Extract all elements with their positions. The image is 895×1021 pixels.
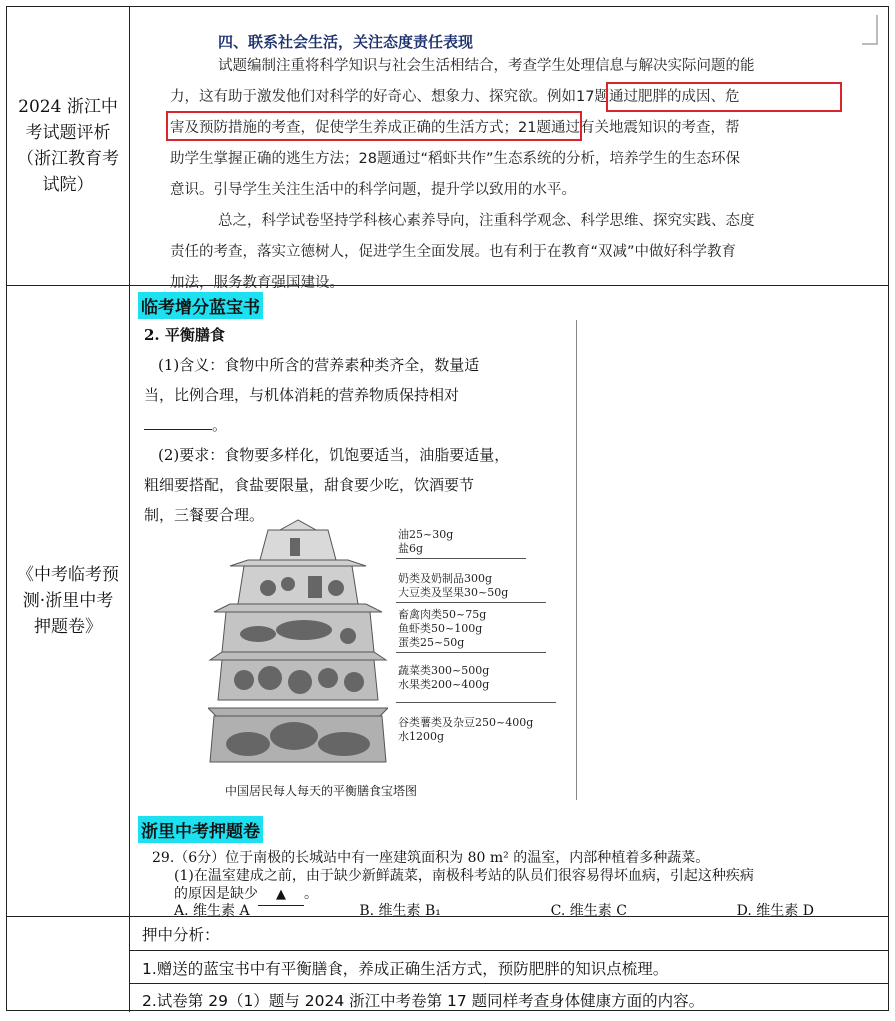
row1-content [130,7,888,291]
row3-label-empty [7,917,130,1012]
para-line-3: 害及预防措施的考查，促使学生养成正确的生活方式；21题通过有关地震知识的考查，帮 [170,120,740,136]
pyramid-divider-2 [396,602,546,603]
para-line-7: 责任的考查，落实立德树人，促进学生全面发展。也有利于在教育“双减”中做好科学教育 [170,244,737,260]
row1-label: 2024 浙江中考试题评析（浙江教育考试院） [7,7,130,285]
analysis-heading: 押中分析： [142,926,220,944]
para-line-6: 总之，科学试卷坚持学科核心素养导向，注重科学观念、科学思维、探究实践、态度 [218,213,755,229]
pyramid-divider-4 [396,702,556,703]
book-line-2: 当，比例合理，与机体消耗的营养物质保持相对 [144,386,460,404]
option-d: D. 维生素 D [736,903,814,919]
para-line-2: 力，这有助于激发他们对科学的好奇心、想象力、探究欲。例如17题通过肥胖的成因、危 [170,89,740,105]
meat-text: 畜禽肉类50~75g [398,608,487,621]
pyramid-label-oil [398,528,453,556]
pyramid-label-veg [398,664,489,692]
analysis-item-2: 2.试卷第 29（1）题与 2024 浙江中考卷第 17 题同样考查身体健康方面的内容。 [142,992,705,1010]
pyramid-divider-3 [396,652,546,653]
dairy-text: 奶类及奶制品300g [398,572,493,585]
pyramid-label-grain [398,716,533,744]
row-exam-analysis [7,7,888,291]
section-title: 四、联系社会生活，关注态度责任表现 [218,33,474,51]
question-answer-blank: ▲ [258,885,304,906]
book-tag: 临考增分蓝宝书 [138,292,263,319]
vegetable-text: 蔬菜类300~500g [398,664,490,677]
pyramid-divider-1 [396,558,526,559]
salt-text: 盐6g [398,542,424,555]
option-c: C. 维生素 C [550,903,627,919]
book-line-1: (1)含义：食物中所含的营养素种类齐全，数量适 [158,356,480,374]
row2-label: 《中考临考预测·浙里中考押题卷》 [7,286,130,916]
row-analysis [7,917,888,1012]
oil-text: 油25~30g [398,528,454,541]
question-line-2: (1)在温室建成之前，由于缺少新鲜蔬菜，南极科考站的队员们很容易得坏血病，引起这种疾病 [174,868,754,884]
soy-nuts-text: 大豆类及坚果30~50g [398,586,509,599]
grain-text: 谷类薯类及杂豆250~400g [398,716,534,729]
row-prediction [7,286,888,917]
pyramid-label-dairy [398,572,508,600]
answer-blank [144,413,212,430]
analysis-item-1: 1.赠送的蓝宝书中有平衡膳食，养成正确生活方式，预防肥胖的知识点梳理。 [142,960,669,978]
para-line-8: 加法，服务教育强国建设。 [170,275,344,291]
highlight-box-bottom [166,111,582,141]
corner-mark [862,15,878,45]
question-stem: 29.（6分）位于南极的长城站中有一座建筑面积为 80 m² 的温室，内部种植着多种蔬菜。 [152,850,710,866]
water-text: 水1200g [398,730,445,743]
fish-text: 鱼虾类50~100g [398,622,483,635]
blank-period: 。 [212,416,228,434]
analysis-separator-2 [130,983,888,984]
para-line-5: 意识。引导学生关注生活中的科学问题，提升学以致用的水平。 [170,182,576,198]
pyramid-label-meat [398,608,486,650]
question-end: 。 [304,886,318,902]
row3-content [130,917,888,1012]
question-line-3-text: 的原因是缺少 [174,886,258,902]
book-line-5: 制，三餐要合理。 [144,506,265,524]
book-title: 2. 平衡膳食 [144,326,225,344]
exam-tag: 浙里中考押题卷 [138,816,263,843]
pyramid-caption: 中国居民每人每天的平衡膳食宝塔图 [225,784,418,798]
option-b: B. 维生素 B₁ [359,903,441,919]
book-line-3: (2)要求：食物要多样化，饥饱要适当，油脂要适量， [158,446,510,464]
para-line-4: 助学生掌握正确的逃生方法；28题通过“稻虾共作”生态系统的分析，培养学生的生态环保 [170,151,740,167]
egg-text: 蛋类25~50g [398,636,465,649]
highlight-box-top [606,82,842,112]
option-a: A. 维生素 A [174,903,250,919]
analysis-separator-1 [130,950,888,951]
book-excerpt [144,320,584,530]
row2-content [130,286,888,919]
fruit-text: 水果类200~400g [398,678,490,691]
pyramid-level-2 [230,560,366,604]
document-table [6,6,889,1011]
excerpt-edge-line [576,320,577,800]
food-pyramid-graphic [208,518,388,770]
para-line-1: 试题编制注重将科学知识与社会生活相结合，考查学生处理信息与解决实际问题的能 [218,58,755,74]
book-blank-line [144,410,584,440]
book-line-4: 粗细要搭配，食盐要限量，甜食要少吃，饮酒要节 [144,476,475,494]
